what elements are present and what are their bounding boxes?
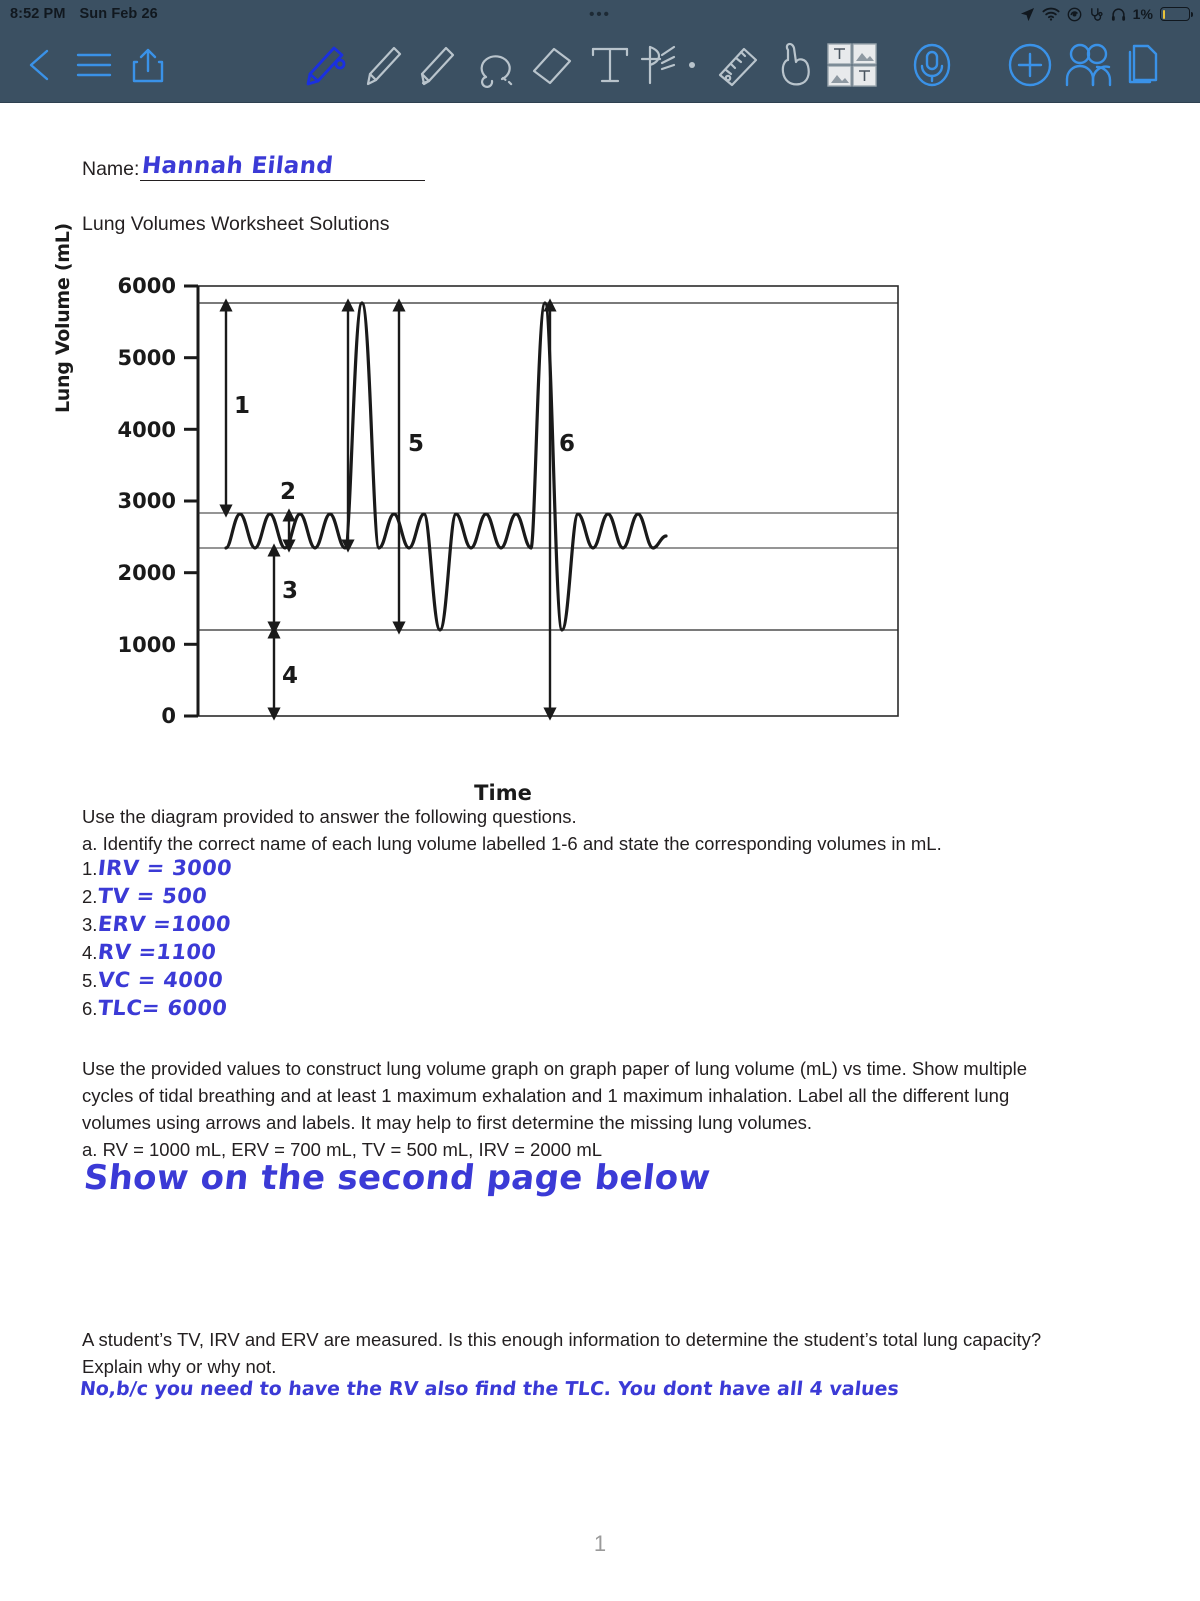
page-title: Lung Volumes Worksheet Solutions [82,213,390,235]
document-page [0,103,1200,1601]
answer-text-2: TV = 500 [97,884,209,908]
status-bar-right [1020,0,1190,28]
spirogram-svg [98,261,908,741]
ytick-2000: 2000 [117,561,176,585]
pen-tool-icon[interactable] [300,40,350,90]
pages-icon[interactable] [1122,40,1166,90]
question-b: A student’s TV, IRV and ERV are measured. Is this enough information to determine the student’s total lung capacity? Explain why or why not. [82,1329,1042,1377]
headphones-icon [1111,7,1126,22]
status-bar [0,0,1200,28]
handwritten-note: Show on the second page below [81,1158,713,1198]
do-not-disturb-icon [1067,7,1082,22]
answer-row-2 [82,884,232,912]
stethoscope-icon [1089,7,1104,22]
lasso-tool-icon[interactable] [470,41,520,89]
ytick-3000: 3000 [117,489,176,513]
answer-row-1 [82,856,232,884]
location-arrow-icon [1020,7,1035,22]
name-handwritten-value: Hannah Eiland [141,153,335,179]
answer-row-4 [82,940,232,968]
annotation-label-5: 5 [408,431,425,457]
answer-list [82,856,232,1024]
ytick-0: 0 [161,704,176,728]
hand-tool-icon[interactable] [774,40,818,90]
annotation-label-1: 1 [234,393,251,419]
answer-row-6 [82,996,232,1024]
page-number: 1 [593,1531,607,1556]
question-a: a. Identify the correct name of each lung volume labelled 1-6 and state the corresponding volumes in mL. [82,833,942,854]
shape-tool-icon[interactable] [636,41,682,89]
instruction-line-1: Use the diagram provided to answer the following questions. [82,806,577,827]
answer-text-4: RV =1100 [97,940,218,964]
annotation-label-2: 2 [280,479,297,505]
status-bar-left [0,6,158,22]
name-field-row [82,155,425,181]
pencil-tool-icon[interactable] [358,40,406,90]
answer-row-3 [82,912,232,940]
annotation-label-3: 3 [282,578,299,604]
highlighter-tool-icon[interactable] [412,40,460,90]
instruction-line-2: Use the provided values to construct lung volume graph on graph paper of lung volume (mL) vs time. Show multiple cycles of tidal breathing and at least 1 maximum exhalation and 1 maximum inhalation. Label all the different lung volumes using arrows and labels. It may help to first determine the missing lung volumes. [82,1058,1028,1133]
microphone-icon[interactable] [908,40,956,90]
answer-number-2: 2. [82,886,98,907]
answer-number-6: 6. [82,998,98,1019]
ytick-1000: 1000 [117,633,176,657]
app-toolbar [0,28,1200,103]
text-tool-icon[interactable] [589,41,631,89]
ytick-6000: 6000 [117,274,176,298]
chart-x-axis-label: Time [474,781,532,805]
battery-percent-label: 1% [1132,6,1153,22]
handwritten-answer: No,b/c you need to have the RV also find the TLC. You dont have all 4 values [78,1378,901,1400]
ytick-4000: 4000 [117,418,176,442]
ytick-5000: 5000 [117,346,176,370]
annotation-label-4: 4 [282,663,299,689]
hamburger-menu-icon[interactable] [74,48,114,82]
answer-text-5: VC = 4000 [97,968,225,992]
annotation-label-6: 6 [559,431,576,457]
answer-text-3: ERV =1000 [97,912,233,936]
status-date: Sun Feb 26 [79,6,158,22]
wifi-icon [1042,7,1060,21]
name-underline [140,155,425,181]
status-dots-icon: ••• [589,5,611,23]
answer-text-6: TLC= 6000 [97,996,229,1020]
answer-text-1: IRV = 3000 [97,856,234,880]
answer-number-1: 1. [82,858,98,879]
given-values-line: a. RV = 1000 mL, ERV = 700 mL, TV = 500 mL, IRV = 2000 mL [82,1139,603,1160]
answer-number-3: 3. [82,914,98,935]
answer-row-5 [82,968,232,996]
chart-y-axis-label: Lung Volume (mL) [52,223,74,413]
back-chevron-icon[interactable] [22,46,56,84]
answer-number-5: 5. [82,970,98,991]
share-icon[interactable] [131,45,165,85]
share-people-icon[interactable] [1062,41,1114,89]
name-label: Name: [82,158,140,180]
answer-number-4: 4. [82,942,98,963]
eraser-tool-icon[interactable] [528,41,576,89]
status-time: 8:52 PM [10,6,66,22]
add-circle-icon[interactable] [1006,41,1054,89]
ruler-tool-icon[interactable] [714,41,762,89]
media-grid-icon[interactable] [826,42,878,88]
chart-y-ticks [118,274,198,728]
dot-separator-icon [686,59,698,71]
battery-icon [1160,7,1190,21]
